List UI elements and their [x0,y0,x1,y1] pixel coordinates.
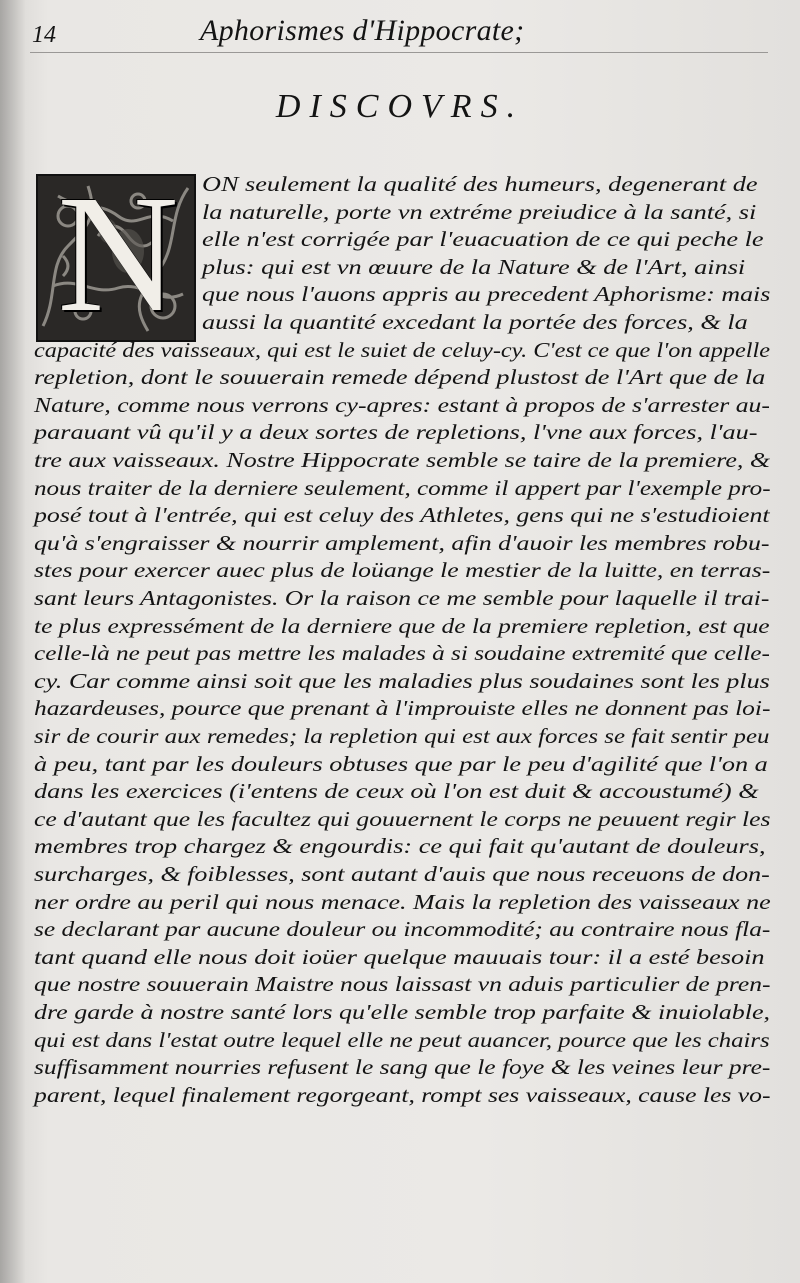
text-line: sant leurs Antagonistes. Or la raison ce me semble pour laquelle il trai- [34,586,770,610]
page-number: 14 [32,22,56,48]
text-line: qu'à s'engraisser & nourrir amplement, afin d'auoir les membres robu- [34,530,770,555]
text-line: membres trop chargez & engourdis: ce qui fait qu'autant de douleurs, [34,834,766,859]
text-line: que nostre souuerain Maistre nous laissast vn aduis particulier de pren- [34,972,771,997]
text-line: nous traiter de la derniere seulement, comme il appert par l'exemple pro- [34,475,771,500]
text-line: Nature, comme nous verrons cy-apres: estant à propos de s'arrester au- [34,392,770,417]
text-line: plus: qui est vn œuure de la Nature & de l'Art, ainsi [202,254,746,279]
text-line: parauant vû qu'il y a deux sortes de repletions, l'vne aux forces, l'au- [34,420,758,445]
text-line: surcharges, & foiblesses, sont autant d'auis que nous receuons de don- [34,862,770,886]
text-line: parent, lequel finalement regorgeant, rompt ses vaisseaux, cause les vo- [34,1082,771,1107]
text-line: la naturelle, porte vn extréme preiudice à la santé, si [202,199,757,224]
text-line: suffisamment nourries refusent le sang que le foye & les veines leur pre- [34,1055,771,1080]
text-line: qui est dans l'estat outre lequel elle ne peut auancer, pource que les chairs [34,1027,770,1052]
text-line: posé tout à l'entrée, qui est celuy des Athletes, gens qui ne s'estudioient [34,503,770,528]
text-line: repletion, dont le souuerain remede dépend plustost de l'Art que de la [34,365,766,390]
text-line: sir de courir aux remedes; la repletion qui est aux forces se fait sentir peu [34,724,770,748]
text-line: aussi la quantité excedant la portée des forces, & la [202,310,748,334]
initial-letter: N [57,174,179,342]
section-title: DISCOVRS. [275,88,525,125]
text-line: te plus expressément de la derniere que de la premiere repletion, est que [34,613,770,638]
text-line: dans les exercices (i'entens de ceux où l'on est duit & accoustumé) & [34,779,759,804]
text-line: à peu, tant par les douleurs obtuses que par le peu d'agilité que l'on a [34,751,768,776]
text-line: tant quand elle nous doit ioüer quelque mauuais tour: il a esté besoin [34,944,765,969]
text-line: ner ordre au peril qui nous menace. Mais la repletion des vaisseaux ne [34,889,771,914]
text-line: tre aux vaisseaux. Nostre Hippocrate semble se taire de la premiere, & [34,448,771,472]
text-line: stes pour exercer auec plus de loüange le mestier de la luitte, en terras- [34,558,771,583]
text-line: cy. Car comme ainsi soit que les maladies plus soudaines sont les plus [34,668,770,693]
text-line: ON seulement la qualité des humeurs, degenerant de [202,172,758,196]
text-line: elle n'est corrigée par l'euacuation de ce qui peche le [202,227,764,252]
text-line: que nous l'auons appris au precedent Aphorisme: mais [202,282,771,307]
text-line: capacité des vaisseaux, qui est le suiet de celuy-cy. C'est ce que l'on appelle [34,337,771,362]
text-line: dre garde à nostre santé lors qu'elle semble trop parfaite & inuiolable, [34,1000,771,1024]
text-line: celle-là ne peut pas mettre les malades à si soudaine extremité que celle- [34,641,770,666]
text-line: hazardeuses, pource que prenant à l'improuiste elles ne donnent pas loi- [34,696,771,721]
running-title: Aphorismes d'Hippocrate; [200,14,525,47]
text-line: se declarant par aucune douleur ou incommodité; au contraire nous fla- [34,917,771,942]
text-line: ce d'autant que les facultez qui gouuernent le corps ne peuuent regir les [34,806,771,831]
